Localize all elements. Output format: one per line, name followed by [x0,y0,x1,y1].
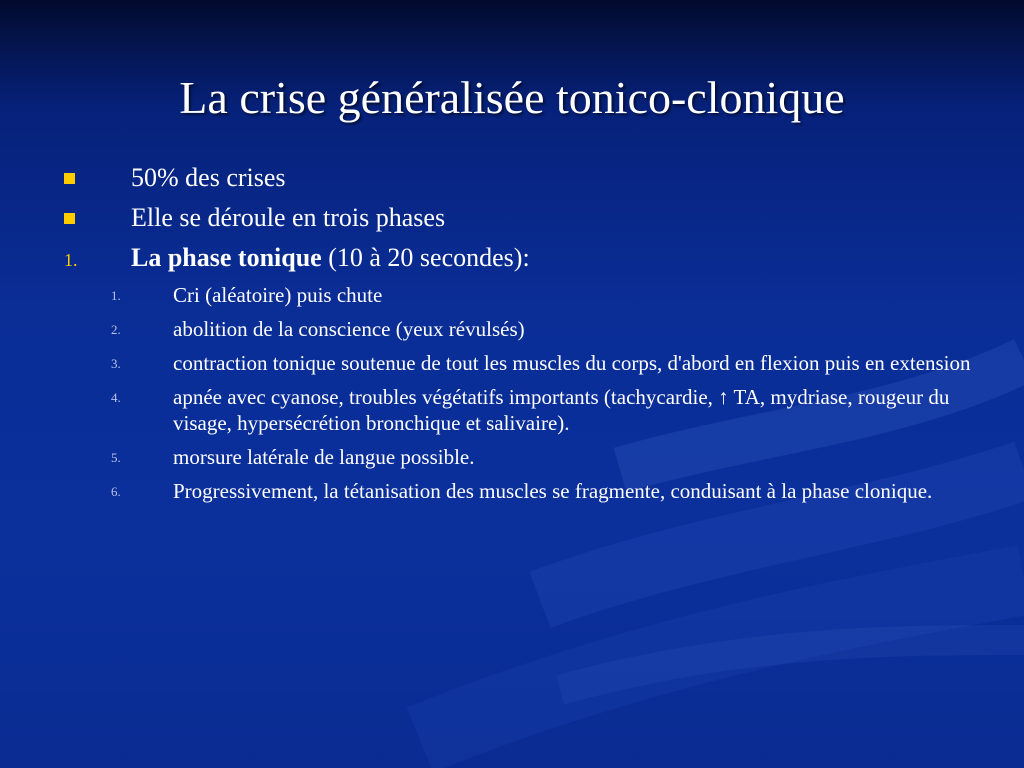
sub-list-number: 1. [111,288,121,303]
sub-list-number: 3. [111,356,121,371]
sub-list-item [0,316,1024,342]
sub-list-item [0,282,1024,308]
sub-list-number: 6. [111,484,121,499]
sub-list-number: 4. [111,390,121,405]
slide-title: La crise généralisée tonico-clonique [179,72,845,123]
numbered-item-rest: (10 à 20 secondes): [321,243,530,272]
bullet-text: Elle se déroule en trois phases [131,203,446,232]
sub-list-item [0,350,1024,376]
sub-list-text: Progressivement, la tétanisation des muscles se fragmente, conduisant à la phase clonique. [173,479,933,503]
square-bullet-icon [64,173,75,184]
sub-list-item [0,478,1024,504]
sub-list-text: morsure latérale de langue possible. [173,445,475,469]
numbered-item-text [131,240,530,276]
bullet-item [0,200,1024,240]
slide-body [0,160,1024,512]
sub-list-item [0,444,1024,470]
sub-list-text: apnée avec cyanose, troubles végétatifs importants (tachycardie, ↑ TA, mydriase, rougeur du visage, hypersécrétion bronchique et salivaire). [173,385,950,435]
sub-list-text: contraction tonique soutenue de tout les muscles du corps, d'abord en flexion puis en extension [173,351,971,375]
bullet-text: 50% des crises [131,163,286,192]
bullet-item [0,160,1024,200]
numbered-item [0,240,1024,280]
list-number: 1. [64,250,78,270]
sub-list-number: 2. [111,322,121,337]
sub-list-text: Cri (aléatoire) puis chute [173,283,383,307]
sub-list-text: abolition de la conscience (yeux révulsés) [173,317,525,341]
sub-list [0,282,1024,504]
sub-list-number: 5. [111,450,121,465]
numbered-item-bold: La phase tonique [131,243,322,272]
square-bullet-icon [64,213,75,224]
sub-list-item [0,384,1024,436]
